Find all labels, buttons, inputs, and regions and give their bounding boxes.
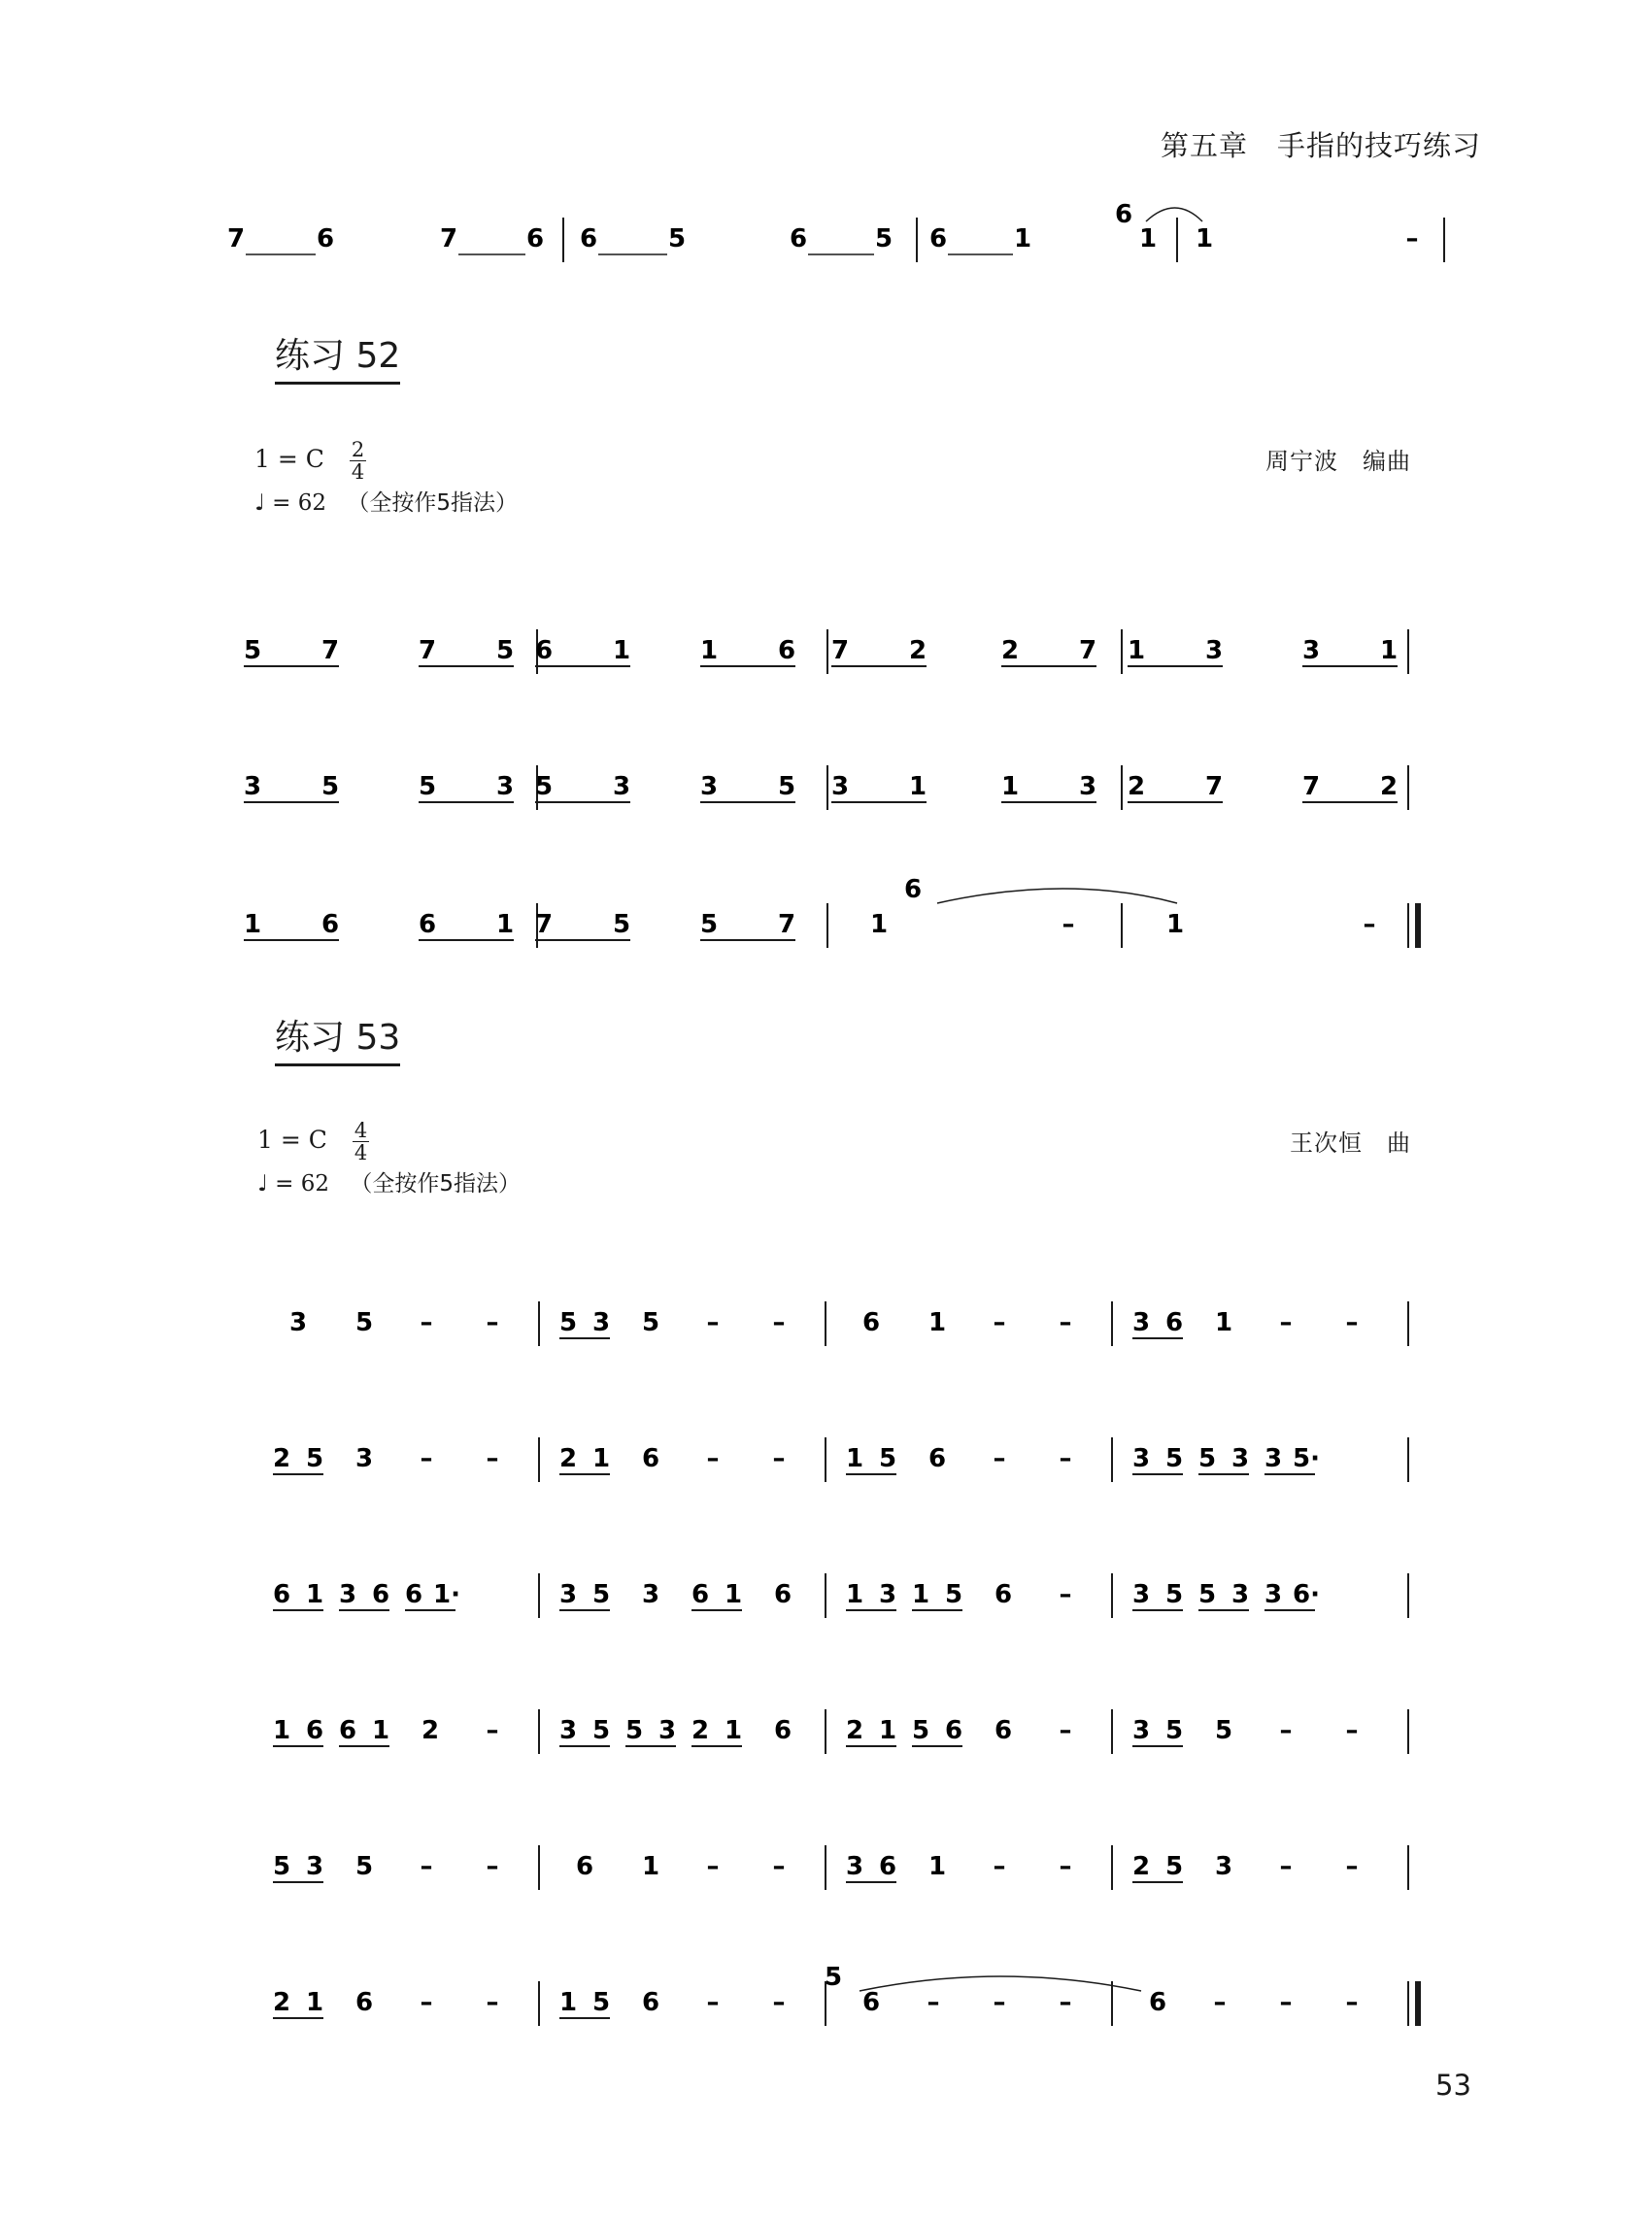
dash-extension: – [1345,1852,1359,1881]
dash-extension: – [1062,910,1075,939]
jianpu-note: 1 [1379,636,1399,665]
jianpu-note: 6 [773,1580,792,1609]
jianpu-note: 5 [354,1308,374,1337]
jianpu-note: 6 [789,224,808,253]
jianpu-note: 5 [777,772,796,801]
final-barline [1415,1981,1421,2026]
jianpu-note: 5 [1164,1716,1184,1745]
jianpu-note: 5 [944,1580,963,1609]
jianpu-note: 6 [316,224,335,253]
jianpu-note: 6 [1164,1308,1184,1337]
jianpu-note: 6 [579,224,598,253]
jianpu-note: 3 [1264,1580,1283,1609]
jianpu-note: 5 [418,772,437,801]
jianpu-note: 3 [830,772,850,801]
dash-extension: – [1059,1716,1072,1745]
jianpu-note: 5 [911,1716,930,1745]
jianpu-note: 5 [1164,1852,1184,1881]
jianpu-note: 6 [944,1716,963,1745]
jianpu-note: 5 [699,910,719,939]
tempo-marking: ♩ = 62 [257,1171,330,1197]
dash-extension: – [1059,1852,1072,1881]
tie-arc [937,889,1177,903]
jianpu-note: 3 [699,772,719,801]
jianpu-note: 5 [591,1988,611,2017]
dash-extension: – [1059,1444,1072,1473]
jianpu-note: 1 [724,1580,743,1609]
jianpu-note: 1 [371,1716,390,1745]
jianpu-note: 2 [908,636,927,665]
jianpu-note: 3 [1231,1580,1250,1609]
jianpu-note: 3 [558,1716,578,1745]
jianpu-note: 5 [591,1716,611,1745]
time-signature-bottom: 4 [351,460,365,484]
chapter-header: 第五章 手指的技巧练习 [1161,129,1482,162]
jianpu-note: 1 [591,1444,611,1473]
jianpu-note: 5 [1214,1716,1233,1745]
dash-extension: – [1213,1988,1227,2017]
jianpu-note: 6 [641,1444,660,1473]
jianpu-note: 7 [1204,772,1224,801]
jianpu-note: 7 [226,224,246,253]
jianpu-note: 1 [911,1580,930,1609]
jianpu-note: 3 [1131,1716,1151,1745]
jianpu-note: 5 [612,910,631,939]
jianpu-note: 1 [1165,910,1185,939]
jianpu-note: 5 [624,1716,644,1745]
final-barline [1415,903,1421,948]
jianpu-note: 5 [354,1852,374,1881]
jianpu-note: 3 [878,1580,897,1609]
jianpu-note: 5 [591,1580,611,1609]
jianpu-note: 1 [243,910,262,939]
jianpu-note: 6 [418,910,437,939]
jianpu-note: 6 [272,1580,291,1609]
dash-extension: – [772,1308,786,1337]
jianpu-note: 7 [439,224,458,253]
jianpu-note: 6 [575,1852,594,1881]
jianpu-note: 1 [1195,224,1214,253]
jianpu-note: 5 [305,1444,324,1473]
jianpu-note: 5 [1164,1580,1184,1609]
dash-extension: – [1363,910,1376,939]
dash-extension: – [993,1852,1006,1881]
jianpu-note: 1 [927,1852,947,1881]
key-signature: 1 = C [254,445,324,473]
jianpu-note: 3 [591,1308,611,1337]
dash-extension: – [1279,1716,1293,1745]
jianpu-note: 1· [433,1580,460,1609]
jianpu-note: 1 [1127,636,1146,665]
jianpu-note: 5· [1293,1444,1320,1473]
jianpu-note: 3 [338,1580,357,1609]
jianpu-note: 1 [845,1580,864,1609]
jianpu-note: 7 [320,636,340,665]
tempo-marking: ♩ = 62 [254,490,327,516]
jianpu-note: 1 [495,910,515,939]
jianpu-note: 2 [421,1716,440,1745]
jianpu-note: 1 [558,1988,578,2017]
dash-extension: – [420,1308,433,1337]
page-number: 53 [1435,2069,1471,2102]
jianpu-note: 3 [1264,1444,1283,1473]
jianpu-note: 2 [1000,636,1020,665]
time-signature-top: 4 [354,1119,368,1142]
grace-note: 6 [903,875,923,904]
jianpu-note: 6 [691,1580,710,1609]
jianpu-note: 7 [1301,772,1321,801]
dash-extension: – [486,1308,499,1337]
jianpu-note: 5 [272,1852,291,1881]
dash-extension: – [706,1308,720,1337]
jianpu-note: 2 [1131,1852,1151,1881]
exercise-53-composer: 王次恒 曲 [1290,1129,1411,1157]
jianpu-note: 2 [1127,772,1146,801]
jianpu-note: 3 [288,1308,308,1337]
jianpu-note: 3 [1131,1580,1151,1609]
jianpu-note: 3 [1204,636,1224,665]
jianpu-note: 1 [1214,1308,1233,1337]
jianpu-note: 1 [1013,224,1032,253]
jianpu-note: 7 [418,636,437,665]
jianpu-note: 1 [724,1716,743,1745]
key-signature: 1 = C [257,1126,327,1154]
dash-extension: – [1279,1988,1293,2017]
exercise-53-title: 练习 53 [275,1010,400,1066]
jianpu-note: 1 [1138,224,1158,253]
jianpu-note: 6 [861,1988,881,2017]
jianpu-note: 6 [927,1444,947,1473]
jianpu-note: 6 [404,1580,423,1609]
jianpu-note: 3 [305,1852,324,1881]
jianpu-note: 5 [534,772,554,801]
jianpu-note: 6 [338,1716,357,1745]
dash-extension: – [1059,1580,1072,1609]
jianpu-note: 6 [994,1580,1013,1609]
jianpu-note: 1 [908,772,927,801]
jianpu-note: 3 [641,1580,660,1609]
jianpu-note: 1 [699,636,719,665]
dash-extension: – [772,1988,786,2017]
jianpu-note: 7 [777,910,796,939]
jianpu-note: 5 [1197,1444,1217,1473]
time-signature-top: 2 [351,438,365,461]
jianpu-note: 3 [1078,772,1097,801]
jianpu-note: 1 [641,1852,660,1881]
jianpu-note: 5 [558,1308,578,1337]
dash-extension: – [420,1988,433,2017]
jianpu-note: 3 [1131,1444,1151,1473]
jianpu-note: 6 [994,1716,1013,1745]
tie-arc [1146,208,1202,221]
jianpu-note: 7 [830,636,850,665]
jianpu-note: 1 [612,636,631,665]
dash-extension: – [1345,1308,1359,1337]
jianpu-note: 6 [1148,1988,1167,2017]
dash-extension: – [486,1988,499,2017]
dash-extension: – [1345,1988,1359,2017]
jianpu-note: 2 [272,1988,291,2017]
jianpu-note: 1 [845,1444,864,1473]
dash-extension: – [1279,1308,1293,1337]
dash-extension: – [486,1852,499,1881]
jianpu-note: 6 [861,1308,881,1337]
jianpu-note: 6 [354,1988,374,2017]
jianpu-note: 6 [777,636,796,665]
dash-extension: – [993,1308,1006,1337]
dash-extension: – [993,1444,1006,1473]
jianpu-note: 6 [320,910,340,939]
dash-extension: – [706,1444,720,1473]
jianpu-note: 6 [534,636,554,665]
jianpu-note: 2 [1379,772,1399,801]
jianpu-note: 3 [243,772,262,801]
fingering-note: （全按作5指法） [347,490,518,516]
jianpu-note: 7 [1078,636,1097,665]
jianpu-note: 1 [272,1716,291,1745]
dash-extension: – [1059,1988,1072,2017]
jianpu-note: 3 [1131,1308,1151,1337]
grace-note: 6 [1114,200,1133,229]
dash-extension: – [420,1852,433,1881]
dash-extension: – [772,1444,786,1473]
exercise-52-composer: 周宁波 编曲 [1265,448,1411,475]
jianpu-note: 5 [1197,1580,1217,1609]
jianpu-note: 6 [371,1580,390,1609]
jianpu-note: 6 [878,1852,897,1881]
jianpu-note: 5 [243,636,262,665]
jianpu-note: 1 [878,1716,897,1745]
dash-extension: – [486,1444,499,1473]
jianpu-note: 6· [1293,1580,1320,1609]
jianpu-note: 3 [1214,1852,1233,1881]
jianpu-note: 3 [495,772,515,801]
dash-extension: – [993,1988,1006,2017]
dash-extension: – [486,1716,499,1745]
grace-note: 5 [824,1963,843,1992]
jianpu-note: 6 [305,1716,324,1745]
exercise-52-title: 练习 52 [275,328,400,385]
jianpu-note: 2 [845,1716,864,1745]
dash-extension: – [1059,1308,1072,1337]
jianpu-note: 5 [1164,1444,1184,1473]
jianpu-note: 5 [878,1444,897,1473]
jianpu-note: 3 [612,772,631,801]
jianpu-note: 2 [558,1444,578,1473]
jianpu-note: 3 [845,1852,864,1881]
jianpu-note: 5 [641,1308,660,1337]
jianpu-note: 5 [667,224,687,253]
notation-layer [227,200,1444,2026]
jianpu-note: 3 [657,1716,677,1745]
dash-extension: – [420,1444,433,1473]
dash-extension: – [1345,1716,1359,1745]
jianpu-note: 5 [874,224,893,253]
dash-extension: – [772,1852,786,1881]
jianpu-note: 1 [305,1580,324,1609]
jianpu-note: 1 [305,1988,324,2017]
jianpu-note: 6 [928,224,948,253]
jianpu-note: 1 [927,1308,947,1337]
jianpu-note: 7 [534,910,554,939]
jianpu-note: 3 [558,1580,578,1609]
jianpu-note: 3 [1231,1444,1250,1473]
fingering-note: （全按作5指法） [350,1171,521,1197]
jianpu-note: 1 [1000,772,1020,801]
jianpu-note: 5 [495,636,515,665]
jianpu-note: 2 [691,1716,710,1745]
jianpu-note: 6 [525,224,545,253]
dash-extension: – [706,1852,720,1881]
jianpu-note: 6 [773,1716,792,1745]
jianpu-note: 3 [354,1444,374,1473]
time-signature-bottom: 4 [354,1141,368,1164]
jianpu-note: 6 [641,1988,660,2017]
dash-extension: – [1405,224,1419,253]
dash-extension: – [1279,1852,1293,1881]
jianpu-note: 3 [1301,636,1321,665]
dash-extension: – [927,1988,940,2017]
dash-extension: – [706,1988,720,2017]
jianpu-note: 1 [869,910,889,939]
jianpu-note: 2 [272,1444,291,1473]
jianpu-note: 5 [320,772,340,801]
